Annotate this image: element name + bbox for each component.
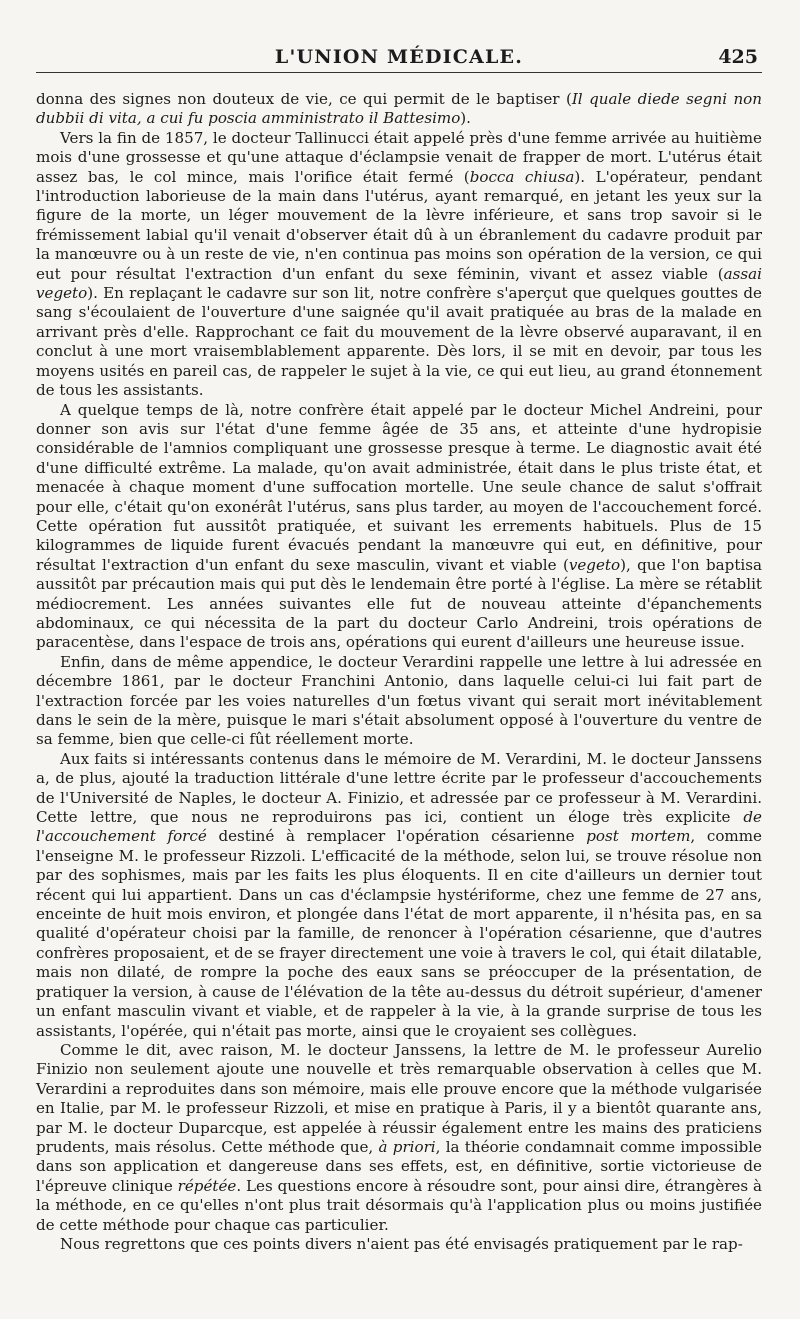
text-run: . Les questions encore à résoudre sont, pour ainsi dire, étrangères à la méthode, en ce qu'elles n'ont plus trait désormais qu'à l'application plus ou moins justifiée de cette méthode pour chaque cas particulier. <box>36 1176 762 1234</box>
text-run: destiné à remplacer l'opération césarienne <box>206 827 587 846</box>
page-number: 425 <box>718 46 758 68</box>
text-run: Nous regrettons que ces points divers n'aient pas été envisagés pratiquement par le rap- <box>60 1234 743 1253</box>
paragraph-tallinucci-case <box>36 129 762 401</box>
paragraph-continuation <box>36 90 762 129</box>
italic-run: post mortem <box>586 827 691 846</box>
text-run: Comme le dit, avec raison, M. le docteur Janssens, la lettre de M. le professeur Aurelio Finizio non seulement ajoute une nouvelle et très remarquable observation à celles que M. Verardini a reproduites dans son mémoire, mais elle prouve encore que la méthode vulgarisée en Italie, par M. le professeur Rizzoli, et mise en pratique à Paris, il y a bientôt quarante ans, par M. le docteur Duparcque, est appelée à réussir également entre les mains des praticiens prudents, mais résolus. Cette méthode que, <box>36 1040 762 1156</box>
text-run: Vers la fin de 1857, le docteur Tallinucci était appelé près d'une femme arrivée au huitième mois d'une grossesse et qu'une attaque d'éclampsie venait de frapper de mort. L'utérus était assez bas, le col mince, mais l'orifice était fermé ( <box>36 128 762 186</box>
text-run: ). <box>460 109 471 128</box>
paragraph-franchini-letter <box>36 653 762 750</box>
paragraph-andreini-case <box>36 401 762 653</box>
italic-run: de l'accouchement forcé <box>36 808 762 846</box>
text-run: Enfin, dans de même appendice, le docteur Verardini rappelle une lettre à lui adressée en décembre 1861, par le docteur Franchini Antonio, dans laquelle celui-ci lui fait part de l'extraction forcée par les voies naturelles d'un fœtus vivant qui serait mort inévitablement dans le sein de la mère, puisque le mari s'était absolument opposé à l'ouverture du ventre de sa femme, bien que celle-ci fût réellement morte. <box>36 652 762 749</box>
italic-run: à priori <box>378 1137 436 1156</box>
italic-run: assai vegeto <box>36 264 762 303</box>
italic-run: répétée <box>177 1176 237 1195</box>
journal-title: L'UNION MÉDICALE. <box>274 46 524 68</box>
text-run: Aux faits si intéressants contenus dans le mémoire de M. Verardini, M. le docteur Janssens a, de plus, ajouté la traduction littérale d'une lettre écrite par le professeur d'accouchements de l'Université de Naples, le docteur A. Finizio, et adressée par ce professeur à M. Verardini. Cette lettre, que nous ne reproduirons pas ici, contient un éloge très explicite <box>36 749 762 827</box>
text-run: ), que l'on baptisa aussitôt par précaution mais qui put dès le lendemain être porté à l'église. La mère se rétablit médiocrement. Les années suivantes elle fut de nouveau atteinte d'épanchements abdominaux, ce qui nécessita de la part du docteur Carlo Andreini, trois opérations de paracentèse, dans l'espace de trois ans, opérations qui eurent d'ailleurs une heureuse issue. <box>36 555 762 652</box>
running-head <box>36 0 762 76</box>
text-run: A quelque temps de là, notre confrère était appelé par le docteur Michel Andreini, pour donner son avis sur l'état d'une femme âgée de 35 ans, et atteinte d'une hydropisie considérable de l'amnios compliquant une grossesse presque à terme. Le diagnostic avait été d'une difficulté extrême. La malade, qu'on avait administrée, était dans le plus triste état, et menacée à chaque moment d'une suffocation mortelle. Une seule chance de salut s'offrait pour elle, c'était qu'on exonérât l'utérus, sans plus tarder, au moyen de l'accouchement forcé. Cette opération fut aussitôt pratiquée, et suivant les errements habituels. Plus de 15 kilogrammes de liquide furent évacués pendant la manœuvre qui eut, en définitive, pour résultat l'extraction d'un enfant du sexe masculin, vivant et viable ( <box>36 400 762 574</box>
article-body <box>36 90 762 1254</box>
text-run: , comme l'enseigne M. le professeur Rizzoli. L'efficacité de la méthode, selon lui, se trouve résolue non par des sophismes, mais par les faits les plus éloquents. Il en cite d'ailleurs un dernier tout récent qui lui appartient. Dans un cas d'éclampsie hystériforme, chez une femme de 27 ans, enceinte de huit mois environ, et plongée dans l'état de mort apparente, il n'hésita pas, en sa qualité d'opérateur choisi par la famille, de renoncer à l'opération césarienne, que d'autres confrères proposaient, et de se frayer directement une voie à travers le col, qui était dilatable, mais non dilaté, de rompre la poche des eaux sans se préoccuper de la présentation, de pratiquer la version, à cause de l'élévation de la tête au-dessus du détroit supérieur, d'amener un enfant masculin vivant et viable, et de rappeler à la vie, à la grande surprise de tous les assistants, l'opérée, qui n'était pas morte, ainsi que le croyaient ses collègues. <box>36 827 762 1040</box>
paragraph-final-line <box>36 1235 762 1254</box>
italic-run: vegeto <box>568 555 621 574</box>
text-run: ). L'opérateur, pendant l'introduction laborieuse de la main dans l'utérus, ayant remarqué, en jetant les yeux sur la figure de la morte, un léger mouvement de la lèvre inférieure, et sans trop savoir si le frémissement labial qu'il venait d'observer était dû à un ébranlement du cadavre produit par la manœuvre ou à un reste de vie, n'en continua pas moins son opération de la version, ce qui eut pour résultat l'extraction d'un enfant du sexe féminin, vivant et assez viable ( <box>36 167 763 283</box>
header-rule <box>36 72 762 73</box>
text-run: donna des signes non douteux de vie, ce qui permit de le baptiser ( <box>36 90 572 108</box>
italic-run: bocca chiusa <box>469 167 575 186</box>
paragraph-janssens-commentary <box>36 1041 762 1235</box>
paragraph-finizio-letter <box>36 750 762 1041</box>
text-run: , la théorie condamnait comme impossible dans son application et dangereuse dans ses effets, est, en définitive, sortie victorieuse de l'épreuve clinique <box>36 1137 762 1195</box>
text-run: ). En replaçant le cadavre sur son lit, notre confrère s'aperçut que quelques gouttes de sang s'écoulaient de l'ouverture d'une saignée qu'il avait pratiquée au bras de la malade en arrivant près d'elle. Rapprochant ce fait du mouvement de la lèvre observé auparavant, il en conclut à une mort vraisemblablement apparente. Dès lors, il se mit en devoir, par tous les moyens usités en pareil cas, de rappeler le sujet à la vie, ce qui eut lieu, au grand étonnement de tous les assistants. <box>36 284 762 400</box>
italic-run: Il quale diede segni non dubbii di vita, a cui fu poscia amministrato il Battesimo <box>36 90 762 128</box>
